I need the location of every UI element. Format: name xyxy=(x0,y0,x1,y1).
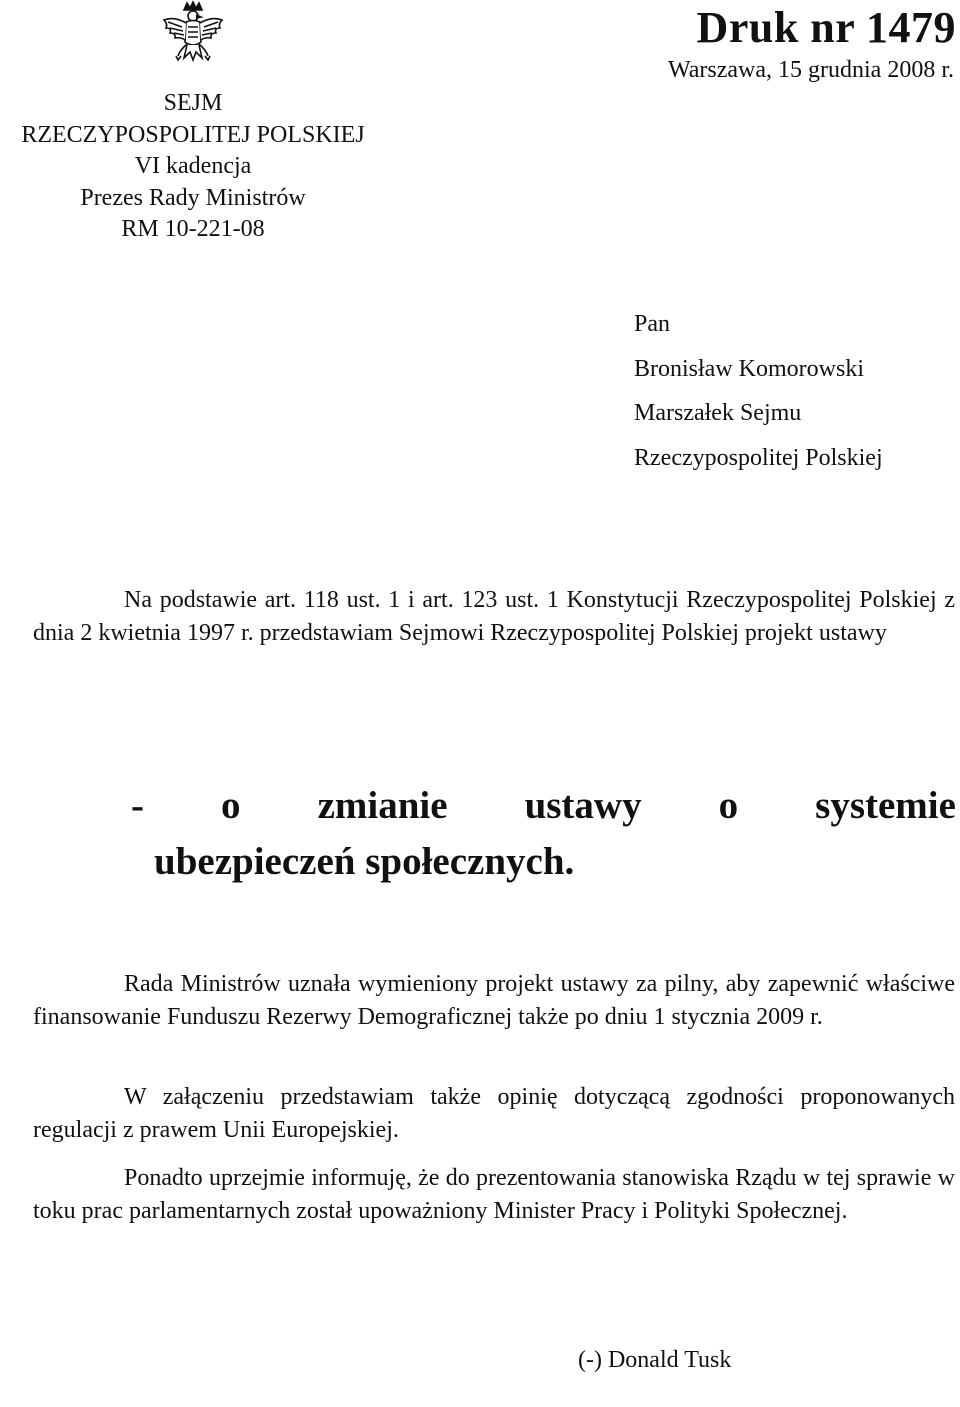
bill-title-word: - xyxy=(131,784,144,827)
bill-title-word: o xyxy=(718,784,739,827)
addressee-name: Bronisław Komorowski xyxy=(634,355,864,382)
intro-paragraph: Na podstawie art. 118 ust. 1 i art. 123 ust. 1 Konstytucji Rzeczypospolitej Polskiej z dnia 2 kwietnia 1997 r. przedstawiam Sejmowi Rzeczypospolitej Polskiej projekt ustawy xyxy=(33,587,955,646)
signature: (-) Donald Tusk xyxy=(578,1347,732,1373)
place-date: Warszawa, 15 grudnia 2008 r. xyxy=(668,57,954,83)
addressee-salutation: Pan xyxy=(634,311,670,337)
bill-title-word: zmianie xyxy=(317,784,448,827)
sejm-subtitle: RZECZYPOSPOLITEJ POLSKIEJ xyxy=(21,121,365,148)
bill-title-line-1 xyxy=(131,778,956,834)
bill-title-word: systemie xyxy=(815,784,956,827)
attachment-paragraph: W załączeniu przedstawiam także opinię dotyczącą zgodności proponowanych regulacji z prawem Unii Europejskiej. xyxy=(33,1084,955,1143)
bill-title xyxy=(131,778,956,890)
sender-block xyxy=(0,88,386,246)
bill-title-line-2: ubezpieczeń społecznych. xyxy=(154,840,575,883)
urgency-paragraph: Rada Ministrów uznała wymieniony projekt ustawy za pilny, aby zapewnić właściwe finansowanie Funduszu Rezerwy Demograficznej także po dniu 1 stycznia 2009 r. xyxy=(33,971,955,1030)
addressee-position: Marszałek Sejmu xyxy=(634,400,802,426)
polish-eagle-emblem-icon xyxy=(160,0,226,78)
sejm-title: SEJM xyxy=(163,90,223,116)
print-number: Druk nr 1479 xyxy=(696,3,956,52)
addressee-country: Rzeczypospolitej Polskiej xyxy=(634,444,883,471)
addressee-block xyxy=(634,302,883,480)
authorization-paragraph: Ponadto uprzejmie informuję, że do prezentowania stanowiska Rządu w tej sprawie w toku prac parlamentarnych został upoważniony Minister Pracy i Polityki Społecznej. xyxy=(33,1165,955,1224)
bill-title-word: ustawy xyxy=(524,784,642,827)
sender-office: Prezes Rady Ministrów xyxy=(80,184,306,211)
reference-number: RM 10-221-08 xyxy=(121,216,265,242)
bill-title-word: o xyxy=(221,784,241,827)
term-label: VI kadencja xyxy=(134,153,252,179)
